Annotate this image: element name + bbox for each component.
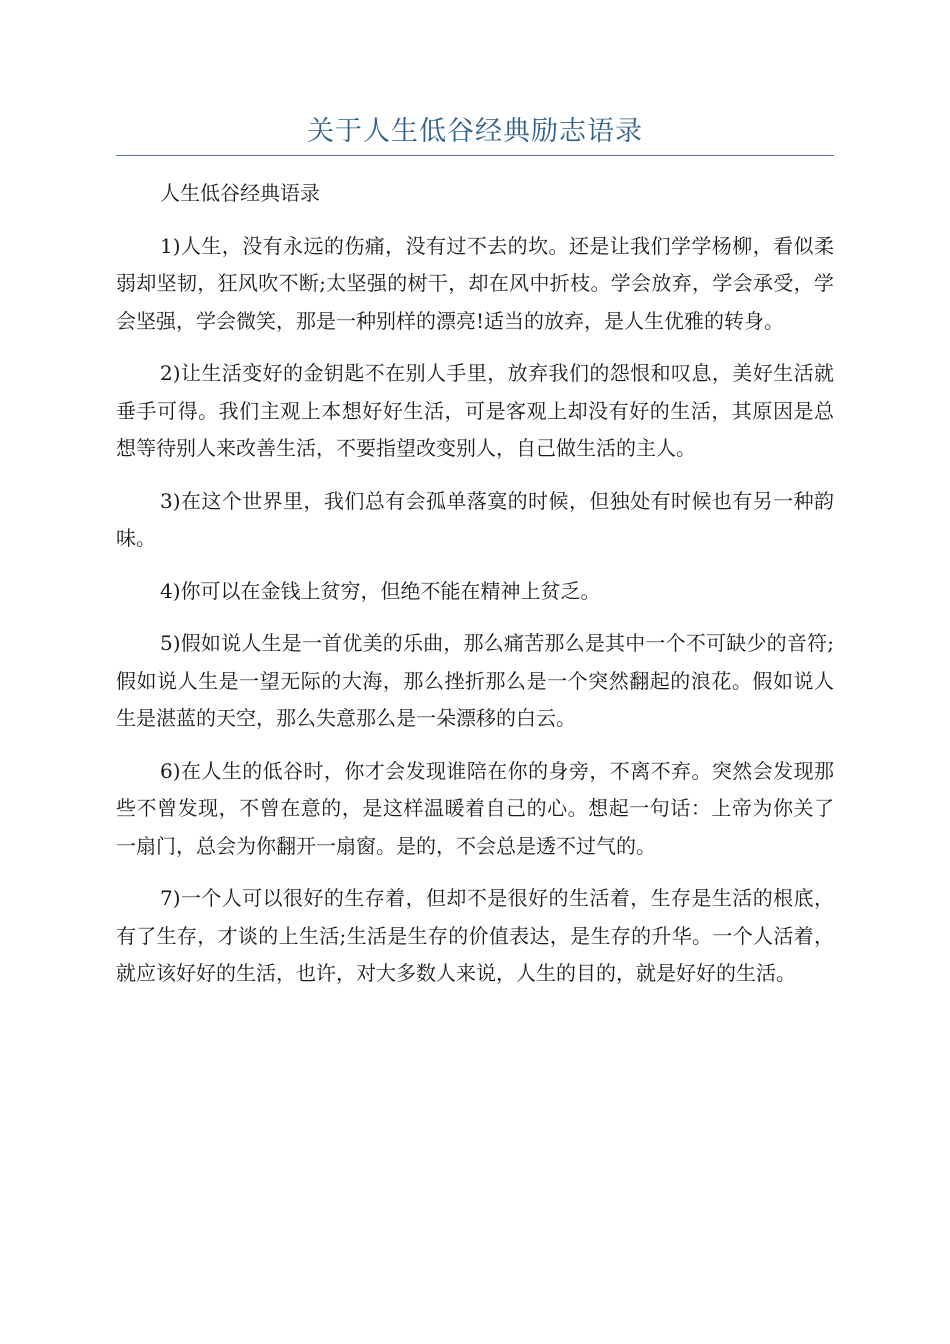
paragraph-7: 7)一个人可以很好的生存着，但却不是很好的生活着，生存是生活的根底，有了生存，才谈的上生活;生活是生存的价值表达，是生存的升华。一个人活着，就应该好好的生活，也许，对大多数人来说，人生的目的，就是好好的生活。 xyxy=(116,886,834,985)
document-title: 关于人生低谷经典励志语录 xyxy=(307,116,643,147)
paragraph-5: 5)假如说人生是一首优美的乐曲，那么痛苦那么是其中一个不可缺少的音符;假如说人生是一望无际的大海，那么挫折那么是一个突然翻起的浪花。假如说人生是湛蓝的天空，那么失意那么是一朵漂移的白云。 xyxy=(116,631,834,730)
paragraph-3: 3)在这个世界里，我们总有会孤单落寞的时候，但独处有时候也有另一种韵味。 xyxy=(116,488,834,550)
paragraph-1: 1)人生，没有永远的伤痛，没有过不去的坎。还是让我们学学杨柳，看似柔弱却坚韧，狂风吹不断;太坚强的树干，却在风中折枝。学会放弃，学会承受，学会坚强，学会微笑，那是一种别样的漂亮!适当的放弃，是人生优雅的转身。 xyxy=(116,233,834,333)
paragraph-6: 6)在人生的低谷时，你才会发现谁陪在你的身旁，不离不弃。突然会发现那些不曾发现，不曾在意的，是这样温暖着自己的心。想起一句话：上帝为你关了一扇门，总会为你翻开一扇窗。是的，不会总是透不过气的。 xyxy=(116,758,834,858)
section-heading: 人生低谷经典语录 xyxy=(160,181,320,205)
document-body xyxy=(116,175,834,1008)
paragraph-2: 2)让生活变好的金钥匙不在别人手里，放弃我们的怨恨和叹息，美好生活就垂手可得。我们主观上本想好好生活，可是客观上却没有好的生活，其原因是总想等待别人来改善生活，不要指望改变别人，自己做生活的主人。 xyxy=(116,361,834,460)
paragraph-4: 4)你可以在金钱上贫穷，但绝不能在精神上贫乏。 xyxy=(160,578,601,603)
title-divider xyxy=(116,155,834,156)
